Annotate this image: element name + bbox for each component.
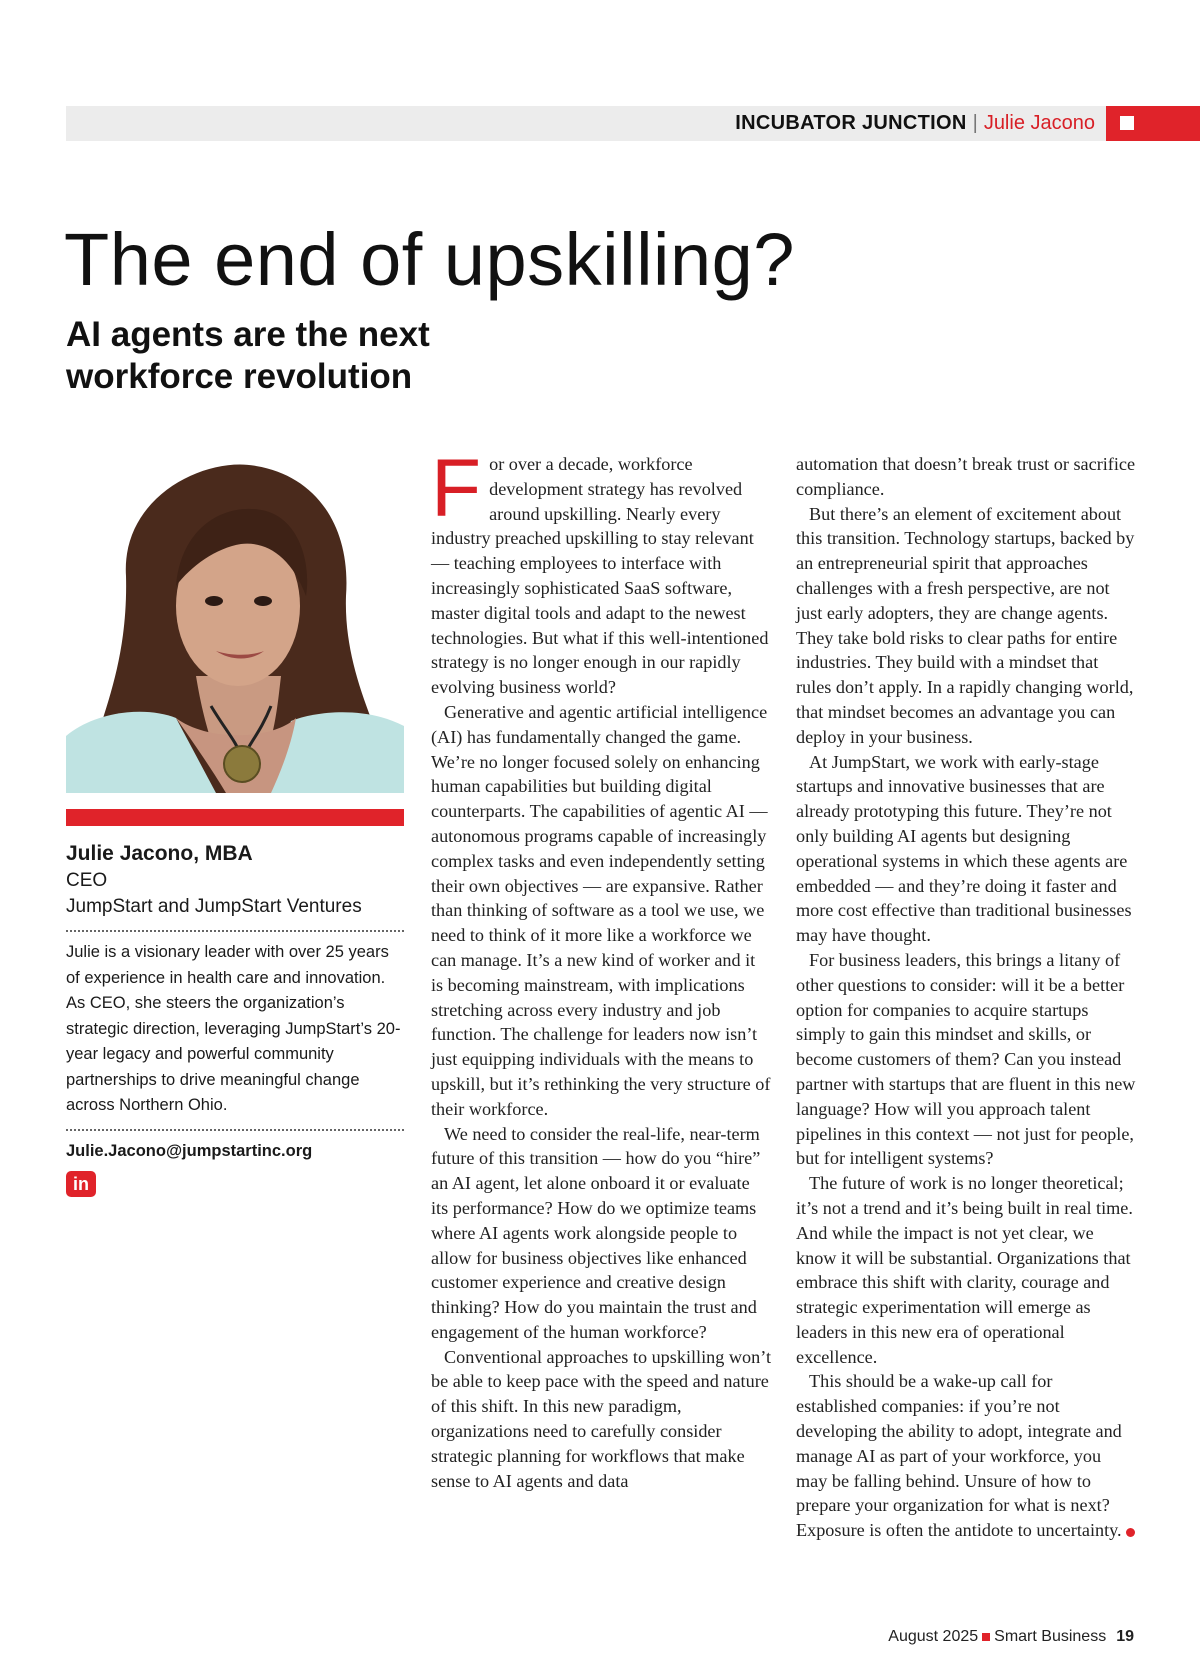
section-header-text xyxy=(735,106,1095,141)
paragraph: or over a decade, workforce development strategy has revolved around upskilling. Nearly every industry preached upskilling to stay relevant — teaching employees to interface with increasingly sophisticated SaaS software, master digital tools and adapt to the newest technologies. But what if this well-intentioned strategy is no longer enough in our rapidly evolving business world? xyxy=(431,454,769,698)
article-column-1 xyxy=(431,443,771,1493)
footer-date: August 2025 xyxy=(888,1628,979,1645)
paragraph-text: This should be a wake-up call for established companies: if you’re not developing the ability to adopt, integrate and manage AI as part of your workforce, you may be falling behind. Unsure of how to prepare your organization for what is next? Exposure is often the antidote to uncertainty. xyxy=(796,1371,1122,1541)
bio-red-rule xyxy=(66,809,404,826)
square-icon xyxy=(1120,116,1134,130)
linkedin-icon[interactable]: in xyxy=(66,1171,96,1197)
author-photo xyxy=(66,456,404,793)
bio-name: Julie Jacono, MBA xyxy=(66,842,253,865)
square-icon xyxy=(982,1633,990,1641)
dotted-divider xyxy=(66,930,404,932)
footer-publication: Smart Business xyxy=(994,1628,1107,1645)
section-header-bar xyxy=(66,106,1200,141)
author-bio xyxy=(66,840,404,1197)
bio-email-link[interactable]: Julie.Jacono@jumpstartinc.org xyxy=(66,1141,313,1160)
header-author: Julie Jacono xyxy=(983,112,1095,134)
paragraph: Conventional approaches to upskilling won’t be able to keep pace with the speed and nature of this shift. In this new paradigm, organizations need to carefully consider strategic planning for workflows that make sense to AI agents and data xyxy=(431,1346,771,1491)
header-separator: | xyxy=(972,112,978,134)
paragraph: The future of work is no longer theoretical; it’s not a trend and it’s being built in real time. And while the impact is not yet clear, we know it will be substantial. Organizations that embrace this shift with clarity, courage and strategic experimentation will emerge as leaders in this new era of operational excellence. xyxy=(796,1173,1133,1367)
drop-cap: F xyxy=(431,443,482,534)
article-title: The end of upskilling? xyxy=(64,218,795,301)
bio-organization: JumpStart and JumpStart Ventures xyxy=(66,896,362,917)
section-name: INCUBATOR JUNCTION xyxy=(735,112,967,134)
paragraph: We need to consider the real-life, near-term future of this transition — how do you “hire” an AI agent, let alone onboard it or evaluate its performance? How do we optimize teams where AI agents work alongside people to allow for business objectives like enhanced customer experience and creative design thinking? How do you maintain the trust and engagement of the human workforce? xyxy=(431,1123,761,1342)
paragraph: For business leaders, this brings a litany of other questions to consider: will it be a better option for companies to acquire startups simply to gain this mindset and skills, or become customers of them? Can you instead partner with startups that are fluent in this new language? How will you approach talent pipelines in this context — not just for people, but for intelligent systems? xyxy=(796,949,1136,1169)
paragraph: automation that doesn’t break trust or sacrifice compliance. xyxy=(796,454,1136,499)
bio-role: CEO xyxy=(66,870,108,891)
paragraph: At JumpStart, we work with early-stage startups and innovative businesses that are already prototyping this future. They’re not only building AI agents but designing operational systems in which these agents are embedded — and they’re doing it faster and more cost effective than traditional businesses may have thought. xyxy=(796,751,1132,946)
bio-text: Julie is a visionary leader with over 25 years of experience in health care and innovation. As CEO, she steers the organization’s strategic direction, leveraging JumpStart’s 20-year legacy and powerful community partnerships to drive meaningful change across Northern Ohio. xyxy=(66,943,401,1114)
page-number: 19 xyxy=(1116,1628,1134,1645)
paragraph: Generative and agentic artificial intelligence (AI) has fundamentally changed the game. We’re no longer focused solely on enhancing human capabilities but building digital counterparts. The capabilities of agentic AI — autonomous programs capable of increasingly complex tasks and even independently setting their own objectives — are expansive. Rather than thinking of software as a tool we use, we need to think of it more like a workforce we can manage. It’s a new kind of worker and it is becoming mainstream, with implications stretching across every industry and job function. The challenge for leaders now isn’t just equipping individuals with the means to upskill, but it’s rethinking the very structure of their workforce. xyxy=(431,701,771,1119)
dotted-divider xyxy=(66,1129,404,1131)
header-red-block xyxy=(1106,106,1200,141)
paragraph: But there’s an element of excitement about this transition. Technology startups, backed by an entrepreneurial spirit that approaches challenges with a fresh perspective, are not just early adopters, they are change agents. They take bold risks to clear paths for entire industries. They build with a mindset that rules don’t apply. In a rapidly changing world, that mindset becomes an advantage you can deploy in your business. xyxy=(796,503,1135,747)
article-column-2 xyxy=(796,452,1136,1543)
end-mark-icon xyxy=(1126,1528,1135,1537)
article-subtitle: AI agents are the next workforce revolution xyxy=(66,315,430,396)
paragraph-last xyxy=(796,1369,1136,1543)
page-footer xyxy=(888,1628,1134,1646)
